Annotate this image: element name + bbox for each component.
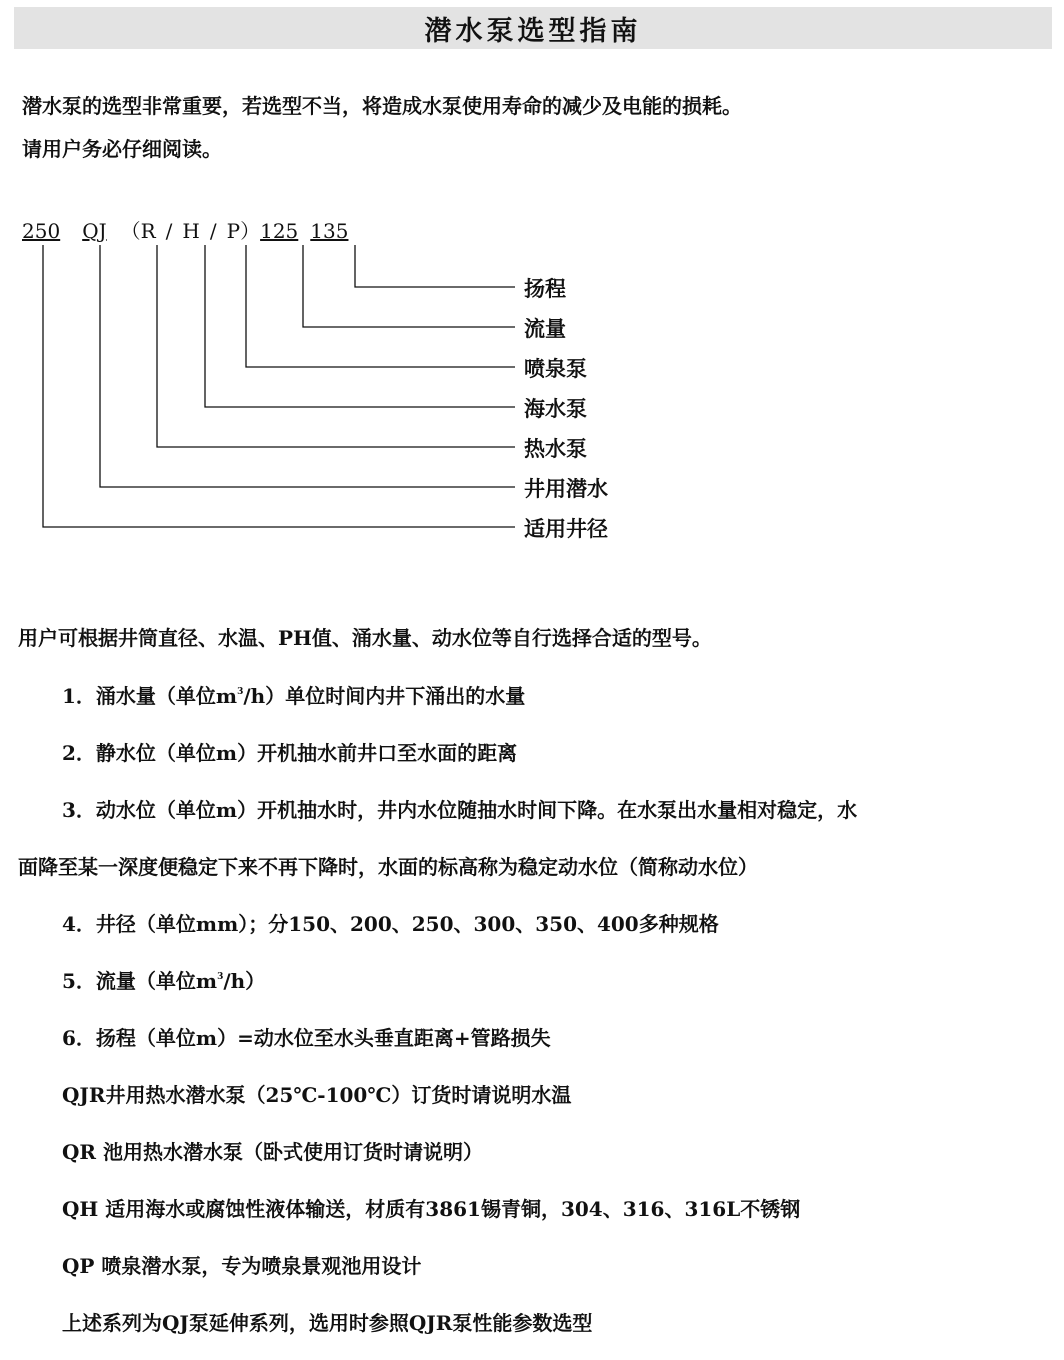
intro-line-2: 请用户务必仔细阅读。: [22, 137, 222, 161]
item-4: 4．井径（单位mm）；分150、200、250、300、350、400多种规格: [62, 912, 719, 936]
model-code-r: R: [140, 219, 156, 243]
selection-intro: 用户可根据井筒直径、水温、PH值、涌水量、动水位等自行选择合适的型号。: [18, 626, 712, 650]
connector-flow: [303, 245, 515, 327]
series-qp: QP 喷泉潜水泵，专为喷泉景观池用设计: [62, 1254, 422, 1278]
model-code-type: QJ: [82, 219, 107, 243]
item-1-text: 1．涌水量（单位m: [62, 684, 238, 708]
legend-well-submersible: 井用潜水: [524, 477, 608, 501]
item-3-line-1: 3．动水位（单位m）开机抽水时，井内水位随抽水时间下降。在水泵出水量相对稳定，水: [62, 798, 858, 822]
model-code-head: 135: [310, 219, 349, 243]
item-5: [62, 965, 265, 994]
model-code-flow: 125: [260, 219, 299, 243]
series-qh: QH 适用海水或腐蚀性液体输送，材质有3861锡青铜，304、316、316L不锈钢: [62, 1197, 801, 1221]
legend-seawater-pump: 海水泵: [524, 397, 587, 421]
item-1-sup: 3: [237, 687, 244, 697]
item-1-text-end: /h）单位时间内井下涌出的水量: [243, 684, 526, 708]
model-code-diameter: 250: [22, 219, 61, 243]
legend-well-diameter: 适用井径: [524, 517, 608, 541]
series-qjr: QJR井用热水潜水泵（25℃-100℃）订货时请说明水温: [62, 1083, 572, 1107]
model-code-open-paren: （: [120, 219, 141, 243]
legend-fountain-pump: 喷泉泵: [524, 357, 587, 381]
item-5-text: 5．流量（单位m: [62, 969, 218, 993]
connector-head: [355, 245, 515, 287]
item-2: 2．静水位（单位m）开机抽水前井口至水面的距离: [62, 741, 518, 765]
series-note: 上述系列为QJ泵延伸系列，选用时参照QJR泵性能参数选型: [62, 1311, 593, 1335]
connector-hotwater: [157, 245, 515, 447]
page-title: 潜水泵选型指南: [424, 15, 642, 47]
connector-fountain: [246, 245, 515, 367]
item-3-line-2: 面降至某一深度便稳定下来不再下降时，水面的标高称为稳定动水位（简称动水位）: [18, 855, 758, 879]
item-5-sup: 3: [217, 972, 224, 982]
legend-flow: 流量: [524, 317, 566, 341]
model-code-p: P: [226, 219, 241, 243]
model-code-slash-1: /: [165, 219, 173, 243]
model-code-close-paren: ）: [240, 219, 261, 243]
legend-head: 扬程: [524, 277, 566, 301]
item-5-text-end: /h）: [223, 969, 266, 993]
intro-line-1: 潜水泵的选型非常重要，若选型不当，将造成水泵使用寿命的减少及电能的损耗。: [22, 94, 742, 118]
model-code-slash-2: /: [209, 219, 217, 243]
connector-well-submersible: [100, 245, 515, 487]
connector-seawater: [205, 245, 515, 407]
series-qr: QR 池用热水潜水泵（卧式使用订货时请说明）: [62, 1140, 484, 1164]
item-1: [62, 680, 525, 709]
item-6: 6．扬程（单位m）=动水位至水头垂直距离+管路损失: [62, 1026, 551, 1050]
legend-hotwater-pump: 热水泵: [524, 437, 587, 461]
model-code-h: H: [182, 219, 200, 243]
